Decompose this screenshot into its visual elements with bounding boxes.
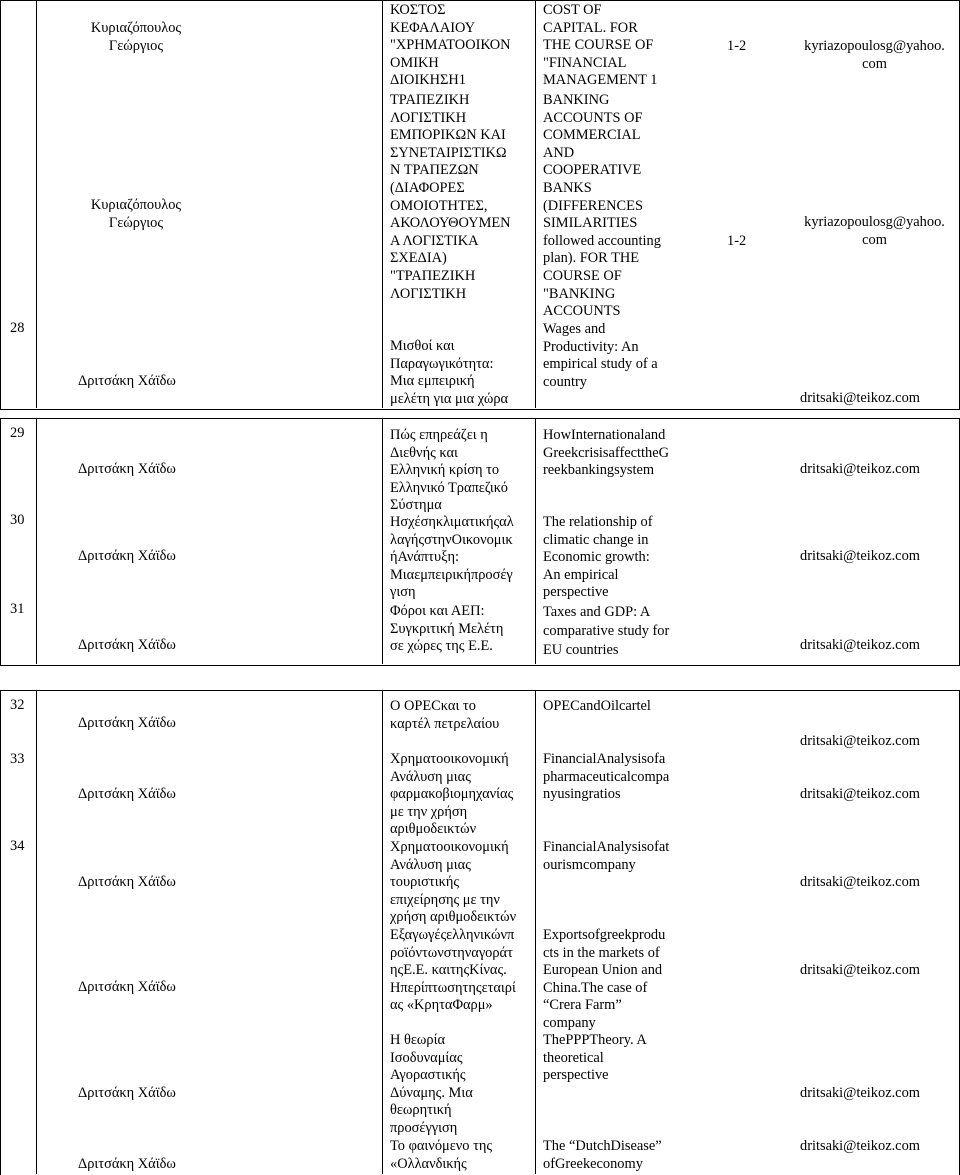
- col-divider: [535, 690, 536, 1174]
- title-greek-cell: Φόροι και ΑΕΠ: Συγκριτική Μελέτη σε χώρες της Ε.Ε.: [390, 603, 504, 655]
- title-english-cell: HowInternationaland GreekcrisisaffecttheG reekbankingsystem: [543, 427, 669, 479]
- email-cell: kyriazopoulosg@yahoo. com: [804, 214, 945, 248]
- title-english-cell: BANKING ACCOUNTS OF COMMERCIAL AND COOPERATIVE BANKS (DIFFERENCES SIMILARITIES followed accounting plan). FOR THE COURSE OF "BANKING ACCOUNTS: [543, 92, 661, 320]
- title-english-cell: Wages and Productivity: An empirical study of a country: [543, 321, 658, 390]
- author-cell: Κυριαζόπουλος Γεώργιος: [90, 20, 182, 54]
- row-number: 29: [10, 425, 25, 441]
- author-cell: Δριτσάκη Χάϊδω: [78, 1156, 176, 1172]
- row-number: 34: [10, 838, 25, 854]
- author-cell: Δριτσάκη Χάϊδω: [78, 786, 176, 802]
- title-greek-cell: ΚΟΣΤΟΣ ΚΕΦΑΛΑΙΟΥ "ΧΡΗΜΑΤΟΟΙΚΟΝ ΟΜΙΚΗ ΔΙΟΙΚΗΣΗ1: [390, 2, 511, 89]
- email-cell: dritsaki@teikoz.com: [800, 1138, 920, 1154]
- col-divider: [382, 690, 383, 1174]
- author-cell: Δριτσάκη Χάϊδω: [78, 979, 176, 995]
- title-greek-cell: Ησχέσηκλιματικήςαλ λαγήςστηνΟικονομικ ήΑνάπτυξη: Μιαεμπειρικήπροσέγ γιση: [390, 514, 514, 601]
- title-english-cell: FinancialAnalysisofa pharmaceuticalcompa nyusingratios: [543, 751, 670, 803]
- title-english-cell: Taxes and GDP: A comparative study for EU countries: [543, 604, 670, 658]
- author-cell: Δριτσάκη Χάϊδω: [78, 715, 176, 731]
- email-cell: dritsaki@teikoz.com: [800, 733, 920, 749]
- row-number: 31: [10, 601, 25, 617]
- students-cell: 1-2: [727, 233, 747, 249]
- title-greek-cell: Η θεωρία Ισοδυναμίας Αγοραστικής Δύναμης. Μια θεωρητική προσέγγιση: [390, 1032, 473, 1136]
- title-english-cell: Exportsofgreekprodu cts in the markets of European Union and China.The case of “Crera Farm” company: [543, 927, 666, 1031]
- col-divider: [382, 418, 383, 664]
- email-cell: dritsaki@teikoz.com: [800, 637, 920, 653]
- author-cell: Δριτσάκη Χάϊδω: [78, 874, 176, 890]
- row-number: 30: [10, 512, 25, 528]
- author-cell: Δριτσάκη Χάϊδω: [78, 637, 176, 653]
- col-divider: [36, 418, 37, 664]
- title-english-cell: COST OF CAPITAL. FOR THE COURSE OF "FINANCIAL MANAGEMENT 1: [543, 2, 658, 89]
- email-cell: dritsaki@teikoz.com: [800, 874, 920, 890]
- author-cell: Κυριαζόπουλος Γεώργιος: [90, 197, 182, 231]
- title-english-cell: OPECandOilcartel: [543, 698, 651, 714]
- col-divider: [36, 690, 37, 1174]
- title-greek-cell: Ο OPECκαι το καρτέλ πετρελαίου: [390, 698, 500, 732]
- email-cell: dritsaki@teikoz.com: [800, 1085, 920, 1101]
- title-greek-cell: ΤΡΑΠΕΖΙΚΗ ΛΟΓΙΣΤΙΚΗ ΕΜΠΟΡΙΚΩΝ ΚΑΙ ΣΥΝΕΤΑΙΡΙΣΤΙΚΩ Ν ΤΡΑΠΕΖΩΝ (ΔΙΑΦΟΡΕΣ ΟΜΟΙΟΤΗΤΕΣ, ΑΚΟΛΟΥΘΟΥΜΕΝ Α ΛΟΓΙΣΤΙΚΑ ΣΧΕΔΙΑ) "ΤΡΑΠΕΖΙΚΗ ΛΟΓΙΣΤΙΚΗ: [390, 92, 511, 302]
- col-divider: [535, 0, 536, 408]
- email-cell: dritsaki@teikoz.com: [800, 461, 920, 477]
- author-cell: Δριτσάκη Χάϊδω: [78, 461, 176, 477]
- title-english-cell: The relationship of climatic change in Economic growth: An empirical perspective: [543, 514, 653, 601]
- author-cell: Δριτσάκη Χάϊδω: [78, 548, 176, 564]
- email-cell: dritsaki@teikoz.com: [800, 786, 920, 802]
- email-cell: kyriazopoulosg@yahoo. com: [804, 38, 945, 72]
- author-cell: Δριτσάκη Χάϊδω: [78, 373, 176, 389]
- email-cell: dritsaki@teikoz.com: [800, 390, 920, 406]
- title-english-cell: ThePPPTheory. A theoretical perspective: [543, 1032, 647, 1084]
- row-number: 32: [10, 697, 25, 713]
- students-cell: 1-2: [727, 38, 747, 54]
- title-greek-cell: Χρηματοοικονομική Ανάλυση μιας φαρμακοβιομηχανίας με την χρήση αριθμοδεικτών: [390, 751, 514, 838]
- email-cell: dritsaki@teikoz.com: [800, 962, 920, 978]
- author-cell: Δριτσάκη Χάϊδω: [78, 1085, 176, 1101]
- row-number: 33: [10, 751, 25, 767]
- title-greek-cell: Εξαγωγέςελληνικώνπ ροϊόντωνστηναγοράτ ηςΕ.Ε. καιτηςΚίνας. Ηπερίπτωσητηςεταιρί ας «ΚρηταΦαρμ»: [390, 927, 516, 1014]
- title-english-cell: The “DutchDisease” ofGreekeconomy: [543, 1138, 662, 1172]
- title-english-cell: FinancialAnalysisofat ourismcompany: [543, 839, 670, 873]
- title-greek-cell: Χρηματοοικονομική Ανάλυση μιας τουριστικής επιχείρησης με την χρήση αριθμοδεικτών: [390, 839, 517, 926]
- title-greek-cell: Μισθοί και Παραγωγικότητα: Μια εμπειρική μελέτη για μια χώρα: [390, 338, 509, 407]
- col-divider: [382, 0, 383, 408]
- row-number: 28: [10, 320, 25, 336]
- col-divider: [535, 418, 536, 664]
- title-greek-cell: Το φαινόμενο της «Ολλανδικής: [390, 1138, 493, 1172]
- email-cell: dritsaki@teikoz.com: [800, 548, 920, 564]
- title-greek-cell: Πώς επηρεάζει η Διεθνής και Ελληνική κρίση το Ελληνικό Τραπεζικό Σύστημα: [390, 427, 508, 514]
